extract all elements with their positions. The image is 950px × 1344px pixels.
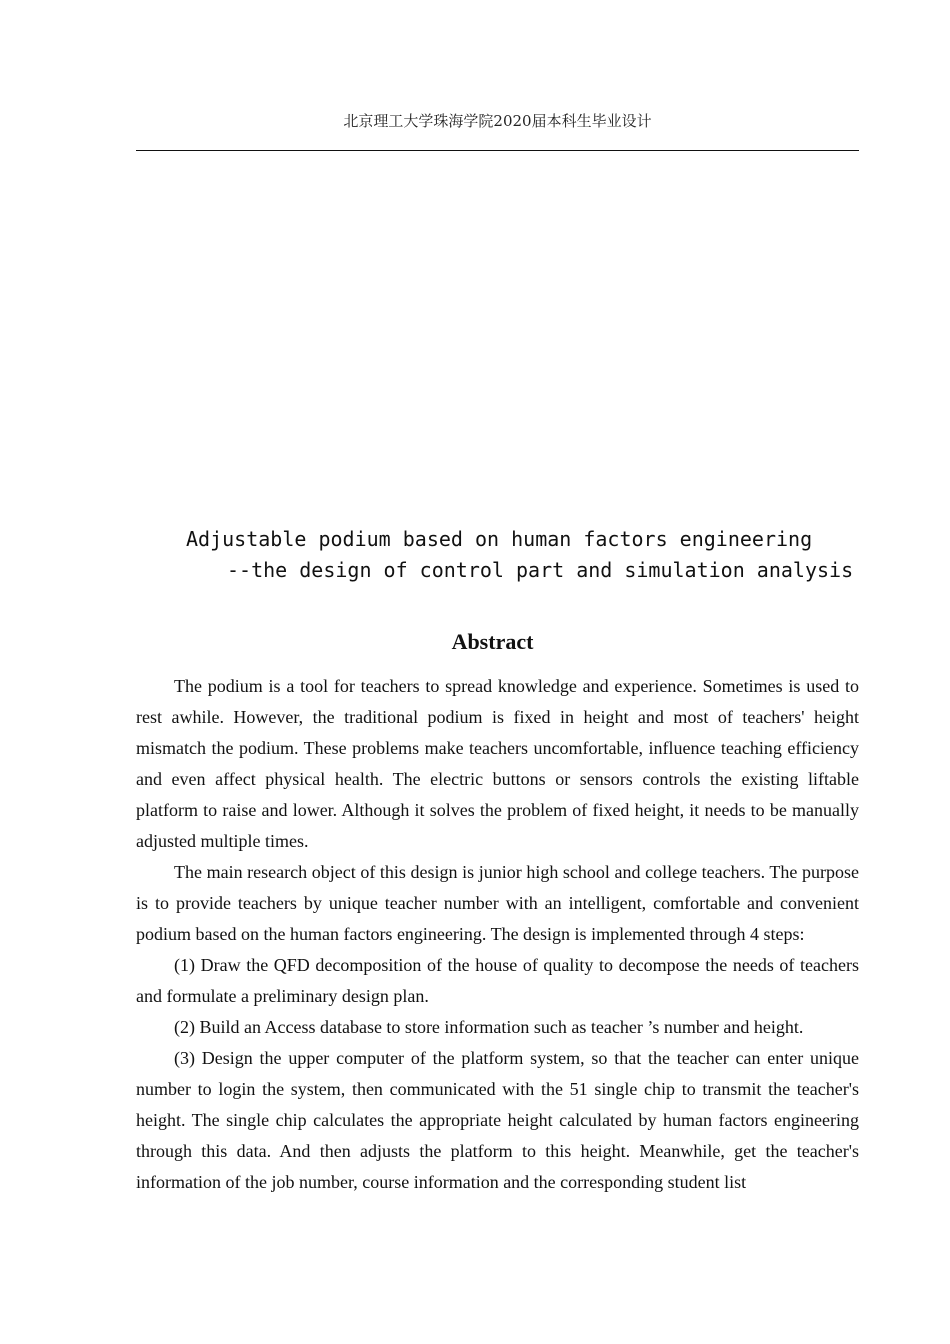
abstract-paragraph: The main research object of this design is junior high school and college teachers. The purpose is to provide teachers by unique teacher number with an intelligent, comfortable and convenient podium based on the human factors engineering. The design is implemented through 4 steps: — [136, 862, 859, 944]
abstract-heading: Abstract — [451, 629, 534, 654]
thesis-title — [136, 524, 859, 586]
abstract-paragraph: The podium is a tool for teachers to spread knowledge and experience. Sometimes is used to rest awhile. However, the traditional podium is fixed in height and most of teachers' height mismatch the podium. These problems make teachers uncomfortable, influence teaching efficiency and even affect physical health. The electric buttons or sensors controls the existing liftable platform to raise and lower. Although it solves the problem of fixed height, it needs to be manually adjusted multiple times. — [136, 676, 859, 851]
header-rule — [136, 150, 859, 151]
abstract-paragraph: (3) Design the upper computer of the platform system, so that the teacher can enter unique number to login the system, then communicated with the 51 single chip to transmit the teacher's height. The single chip calculates the appropriate height calculated by human factors engineering through this data. And then adjusts the platform to this height. Meanwhile, get the teacher's information of the job number, course information and the corresponding student list — [136, 1048, 859, 1192]
page-header: 北京理工大学珠海学院2020届本科生毕业设计 — [343, 112, 652, 130]
thesis-title-line-2: --the design of control part and simulation analysis — [227, 558, 854, 582]
abstract-paragraph: (1) Draw the QFD decomposition of the house of quality to decompose the needs of teachers and formulate a preliminary design plan. — [136, 955, 859, 1006]
thesis-title-line-1: Adjustable podium based on human factors engineering — [186, 527, 813, 551]
abstract-paragraph: (2) Build an Access database to store information such as teacher ’s number and height. — [174, 1017, 804, 1037]
abstract-body — [136, 671, 859, 1198]
